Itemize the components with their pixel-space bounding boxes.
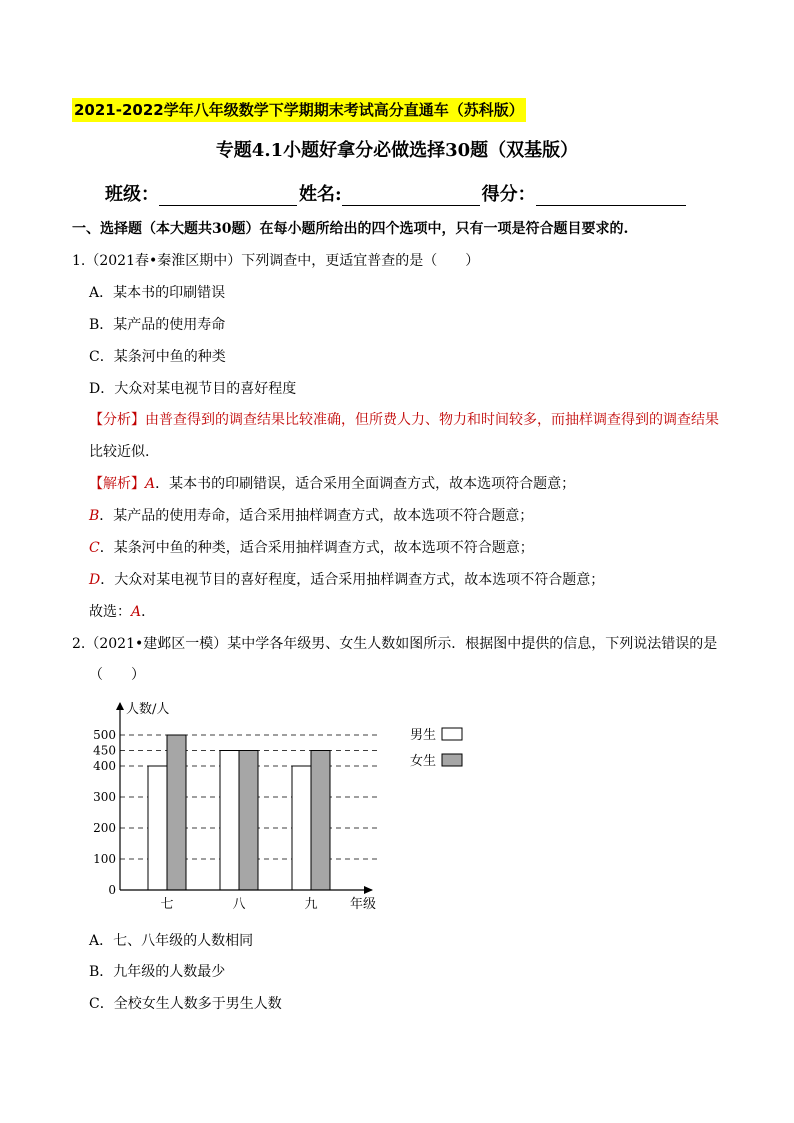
question-1-option-c: C．某条河中鱼的种类 [89,349,226,365]
x-axis-arrow [364,886,373,894]
answer-suffix: ． [141,604,156,620]
question-1-option-d: D．大众对某电视节目的喜好程度 [89,381,297,397]
page-title: 专题4.1小题好拿分必做选择30题（双基版） [215,140,579,161]
y-tick-label: 100 [93,852,116,866]
question-1-answer [89,601,155,621]
question-1-solution-d [89,569,604,589]
bar-男生-八 [220,751,239,891]
question-1-analysis [89,409,719,429]
x-tick-label: 七 [160,897,174,912]
y-axis-arrow [116,702,124,710]
score-label: 得分： [481,184,536,205]
y-tick-label: 400 [93,759,116,773]
class-label: 班级： [105,184,159,205]
chart-legend [410,727,462,769]
bar-男生-九 [292,766,311,890]
question-1-stem: 1.（2021春•秦淮区期中）下列调查中，更适宜普查的是（ ） [72,253,480,269]
question-2-stem: 2.（2021•建邺区一模）某中学各年级男、女生人数如图所示．根据图中提供的信息，下列说法错误的是 [72,636,718,652]
question-2-option-b: B．九年级的人数最少 [89,964,226,980]
solution-text-c: ．某条河中鱼的种类，适合采用抽样调查方式，故本选项不符合题意； [99,540,534,556]
question-1-solution-a [89,473,575,493]
document-banner: 2021-2022学年八年级数学下学期期末考试高分直通车（苏科版） [72,98,526,122]
bar-男生-七 [148,766,167,890]
solution-tag: 【解析】 [89,476,145,492]
answer-prefix: 故选： [89,604,131,620]
student-info-fields [105,180,688,206]
question-2-option-c: C．全校女生人数多于男生人数 [89,996,282,1012]
answer-letter: A [131,604,142,620]
question-2-option-a: A．七、八年级的人数相同 [89,933,254,949]
name-blank[interactable] [342,185,480,206]
chart-bars [148,735,330,890]
analysis-text-cont: 比较近似. [89,444,150,460]
y-tick-label: 0 [108,883,116,897]
analysis-text: 由普查得到的调查结果比较准确，但所费人力、物力和时间较多，而抽样调查得到的调查结果 [145,412,719,428]
solution-text-a: ．某本书的印刷错误，适合采用全面调查方式，故本选项符合题意； [155,476,576,492]
bar-chart [90,693,490,923]
question-2-blank: （ ） [89,667,145,683]
solution-letter-a: A [145,476,156,492]
legend-label: 女生 [410,754,437,769]
x-axis-label: 年级 [350,897,377,912]
x-tick-label: 八 [232,897,246,912]
question-1-option-b: B．某产品的使用寿命 [89,317,226,333]
section-heading: 一、选择题（本大题共30题）在每小题所给出的四个选项中，只有一项是符合题目要求的. [72,221,629,237]
solution-letter-c: C [89,540,100,556]
bar-女生-八 [239,751,258,891]
analysis-tag: 【分析】 [89,412,145,428]
solution-letter-b: B [89,508,100,524]
y-tick-label: 200 [93,821,116,835]
question-1-option-a: A．某本书的印刷错误 [89,285,226,301]
x-tick-label: 九 [304,897,318,912]
solution-text-d: ．大众对某电视节目的喜好程度，适合采用抽样调查方式，故本选项不符合题意； [100,572,605,588]
score-blank[interactable] [536,185,686,206]
y-tick-label: 450 [93,743,116,758]
legend-label: 男生 [410,728,437,743]
legend-swatch [442,728,462,740]
question-1-solution-b [89,505,533,525]
name-label: 姓名: [299,184,342,205]
solution-text-b: ．某产品的使用寿命，适合采用抽样调查方式，故本选项不符合题意； [99,508,534,524]
question-1-solution-c [89,537,534,557]
solution-letter-d: D [89,572,101,588]
y-tick-label: 500 [93,728,116,742]
bar-女生-七 [167,735,186,890]
y-axis-label: 人数/人 [126,702,170,717]
y-tick-label: 300 [93,790,116,804]
question-1-analysis-cont [89,441,149,461]
bar-女生-九 [311,751,330,891]
class-blank[interactable] [159,185,297,206]
legend-swatch [442,754,462,766]
